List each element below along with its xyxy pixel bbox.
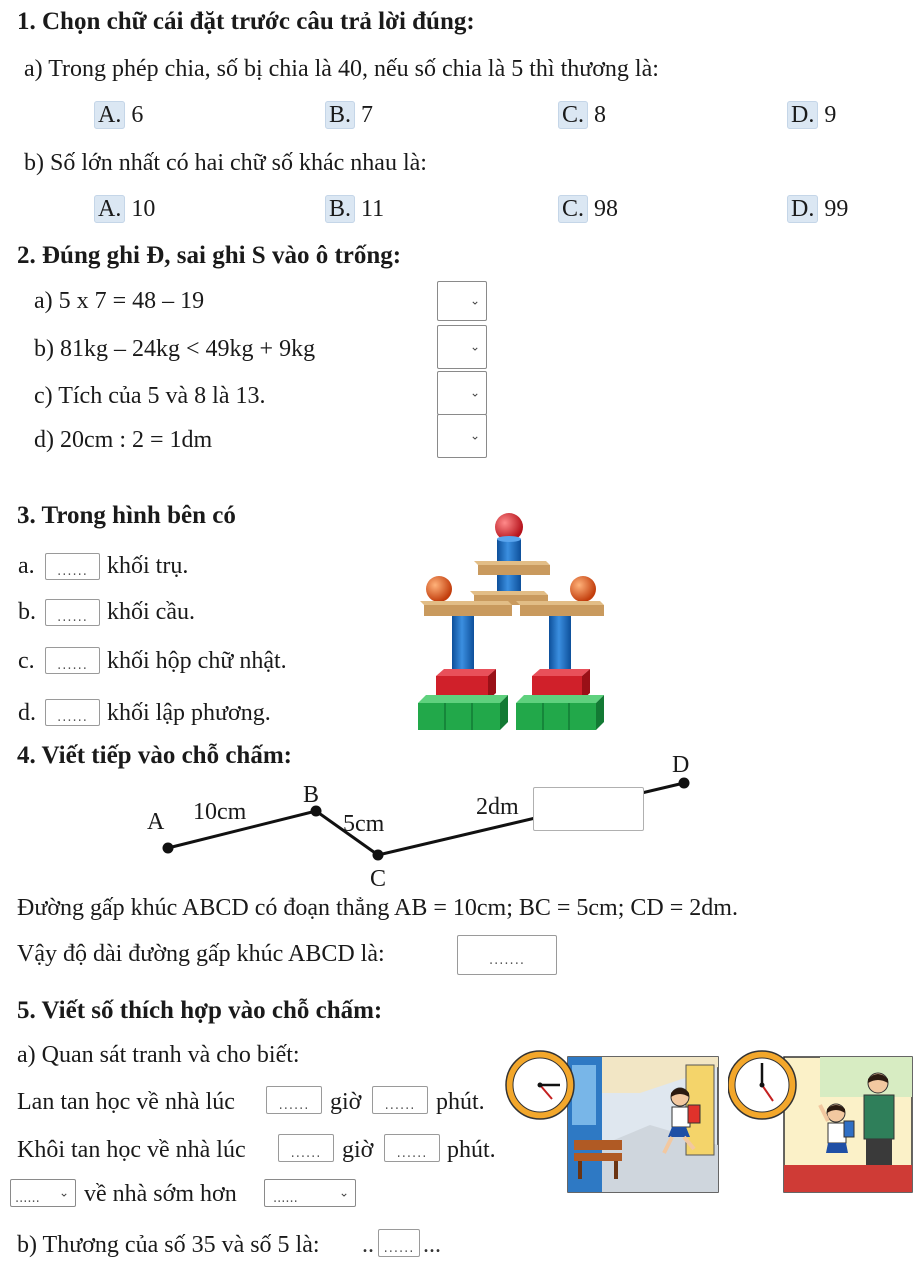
dots-placeholder: ...... [383,1241,415,1256]
dots-placeholder: ....... [489,953,525,968]
q1b-option-b[interactable] [325,196,384,223]
q5a-intro: a) Quan sát tranh và cho biết: [17,1042,300,1068]
option-value: 9 [824,102,837,128]
chevron-down-icon: ⌄ [58,1185,69,1200]
q1a-option-a[interactable] [94,102,143,129]
dots-placeholder: ...... [384,1098,416,1113]
dots-placeholder: ...... [290,1146,322,1161]
plank-lower-right [520,605,604,616]
ball-right [570,576,596,602]
point-d [679,778,690,789]
cubes-right [516,703,596,730]
option-letter: B. [325,195,355,223]
label-length-ab: 10cm [193,799,247,825]
q5a-khoi-gio: giờ [342,1137,374,1163]
ball-left [426,576,452,602]
cubes-left [418,703,500,730]
q5a-person-select[interactable] [10,1179,76,1207]
q5-title: 5. Viết số thích hợp vào chỗ chấm: [17,997,383,1024]
khoi-father-illustration [728,1035,914,1195]
q2-answer-select-c[interactable] [437,371,487,415]
plank-lower-left [424,605,512,616]
option-value: 10 [131,196,156,222]
dots-placeholder: ...... [273,1191,298,1206]
cd-label-box [533,787,644,831]
point-c [373,850,384,861]
q3-answer-input-b[interactable] [45,599,100,626]
q4-answer-input[interactable] [457,935,557,975]
q1b-option-a[interactable] [94,196,155,223]
q3-prefix-a: a. [18,553,35,579]
option-letter: B. [325,101,355,129]
q1b-question: b) Số lớn nhất có hai chữ số khác nhau là: [24,150,427,176]
label-point-a: A [147,809,165,835]
cylinder-left [452,616,474,676]
chevron-down-icon: ⌄ [469,293,480,308]
q5a-lan-hour-input[interactable] [266,1086,322,1114]
q1a-option-c[interactable] [558,102,606,129]
plank-upper [478,565,550,575]
q5a-lan-minute-input[interactable] [372,1086,428,1114]
q3-prefix-b: b. [18,599,36,625]
q5a-khoi-hour-input[interactable] [278,1134,334,1162]
q3-label-a: khối trụ. [107,553,189,579]
dots-placeholder: ...... [57,658,88,673]
dots-placeholder: ...... [15,1191,40,1206]
q5a-lan-prefix: Lan tan học về nhà lúc [17,1089,235,1115]
q4-statement: Đường gấp khúc ABCD có đoạn thẳng AB = 10cm; BC = 5cm; CD = 2dm. [17,895,738,921]
q2-item-a: a) 5 x 7 = 48 – 19 [34,288,205,314]
dots-placeholder: ...... [57,710,88,725]
cylinder-top [497,539,521,561]
chevron-down-icon: ⌄ [469,428,480,443]
q3-answer-input-a[interactable] [45,553,100,580]
q4-question: Vậy độ dài đường gấp khúc ABCD là: [17,941,385,967]
q1a-question: a) Trong phép chia, số bị chia là 40, nếu số chia là 5 thì thương là: [24,56,659,82]
option-value: 6 [131,102,144,128]
q5b-question: b) Thương của số 35 và số 5 là: [17,1232,320,1258]
q5a-khoi-prefix: Khôi tan học về nhà lúc [17,1137,246,1163]
q5b-dots-left: .. [362,1232,374,1258]
q3-label-b: khối cầu. [107,599,195,625]
option-value: 11 [361,196,385,222]
q5a-lan-phut: phút. [436,1089,485,1115]
q3-label-c: khối hộp chữ nhật. [107,648,287,674]
q5a-khoi-minute-input[interactable] [384,1134,440,1162]
option-letter: C. [558,195,588,223]
q3-prefix-d: d. [18,700,36,726]
q5a-earlier-text: về nhà sớm hơn [84,1181,237,1207]
option-letter: C. [558,101,588,129]
q2-title: 2. Đúng ghi Đ, sai ghi S vào ô trống: [17,242,402,269]
option-letter: D. [787,195,818,223]
lan-corridor-illustration [500,1035,732,1195]
q2-item-b: b) 81kg – 24kg < 49kg + 9kg [34,336,316,362]
q3-title: 3. Trong hình bên có [17,502,236,529]
q3-answer-input-c[interactable] [45,647,100,674]
q1b-option-c[interactable] [558,196,618,223]
dots-placeholder: ...... [57,564,88,579]
dots-placeholder: ...... [57,610,88,625]
option-value: 98 [594,196,619,222]
label-length-cd: 2dm [476,794,519,820]
q1a-option-b[interactable] [325,102,373,129]
chevron-down-icon: ⌄ [469,385,480,400]
option-value: 99 [824,196,849,222]
q3-label-d: khối lập phương. [107,700,271,726]
q2-answer-select-d[interactable] [437,414,487,458]
label-point-d: D [672,752,690,778]
option-value: 8 [594,102,607,128]
point-a [163,843,174,854]
q2-answer-select-b[interactable] [437,325,487,369]
label-length-bc: 5cm [343,811,385,837]
q5a-compare-select[interactable] [264,1179,356,1207]
option-letter: A. [94,195,125,223]
q5b-answer-input[interactable] [378,1229,420,1257]
block-tower-illustration [412,505,612,735]
option-letter: A. [94,101,125,129]
q2-item-c: c) Tích của 5 và 8 là 13. [34,383,266,409]
option-letter: D. [787,101,818,129]
q3-prefix-c: c. [18,648,35,674]
chevron-down-icon: ⌄ [469,339,480,354]
q4-title: 4. Viết tiếp vào chỗ chấm: [17,742,292,769]
q1a-option-d[interactable] [787,102,836,129]
dots-placeholder: ...... [396,1146,428,1161]
cylinder-middle [497,575,521,591]
label-point-b: B [303,782,320,808]
cylinder-right [549,616,571,676]
q2-item-d: d) 20cm : 2 = 1dm [34,427,213,453]
q1b-option-d[interactable] [787,196,848,223]
option-value: 7 [361,102,374,128]
q5a-khoi-phut: phút. [447,1137,496,1163]
q1-title: 1. Chọn chữ cái đặt trước câu trả lời đúng: [17,8,475,35]
chevron-down-icon: ⌄ [338,1185,349,1200]
dots-placeholder: ...... [278,1098,310,1113]
q3-answer-input-d[interactable] [45,699,100,726]
label-point-c: C [370,866,387,892]
q5b-dots-right: ... [423,1232,441,1258]
q2-answer-select-a[interactable] [437,281,487,321]
q5a-lan-gio: giờ [330,1089,362,1115]
